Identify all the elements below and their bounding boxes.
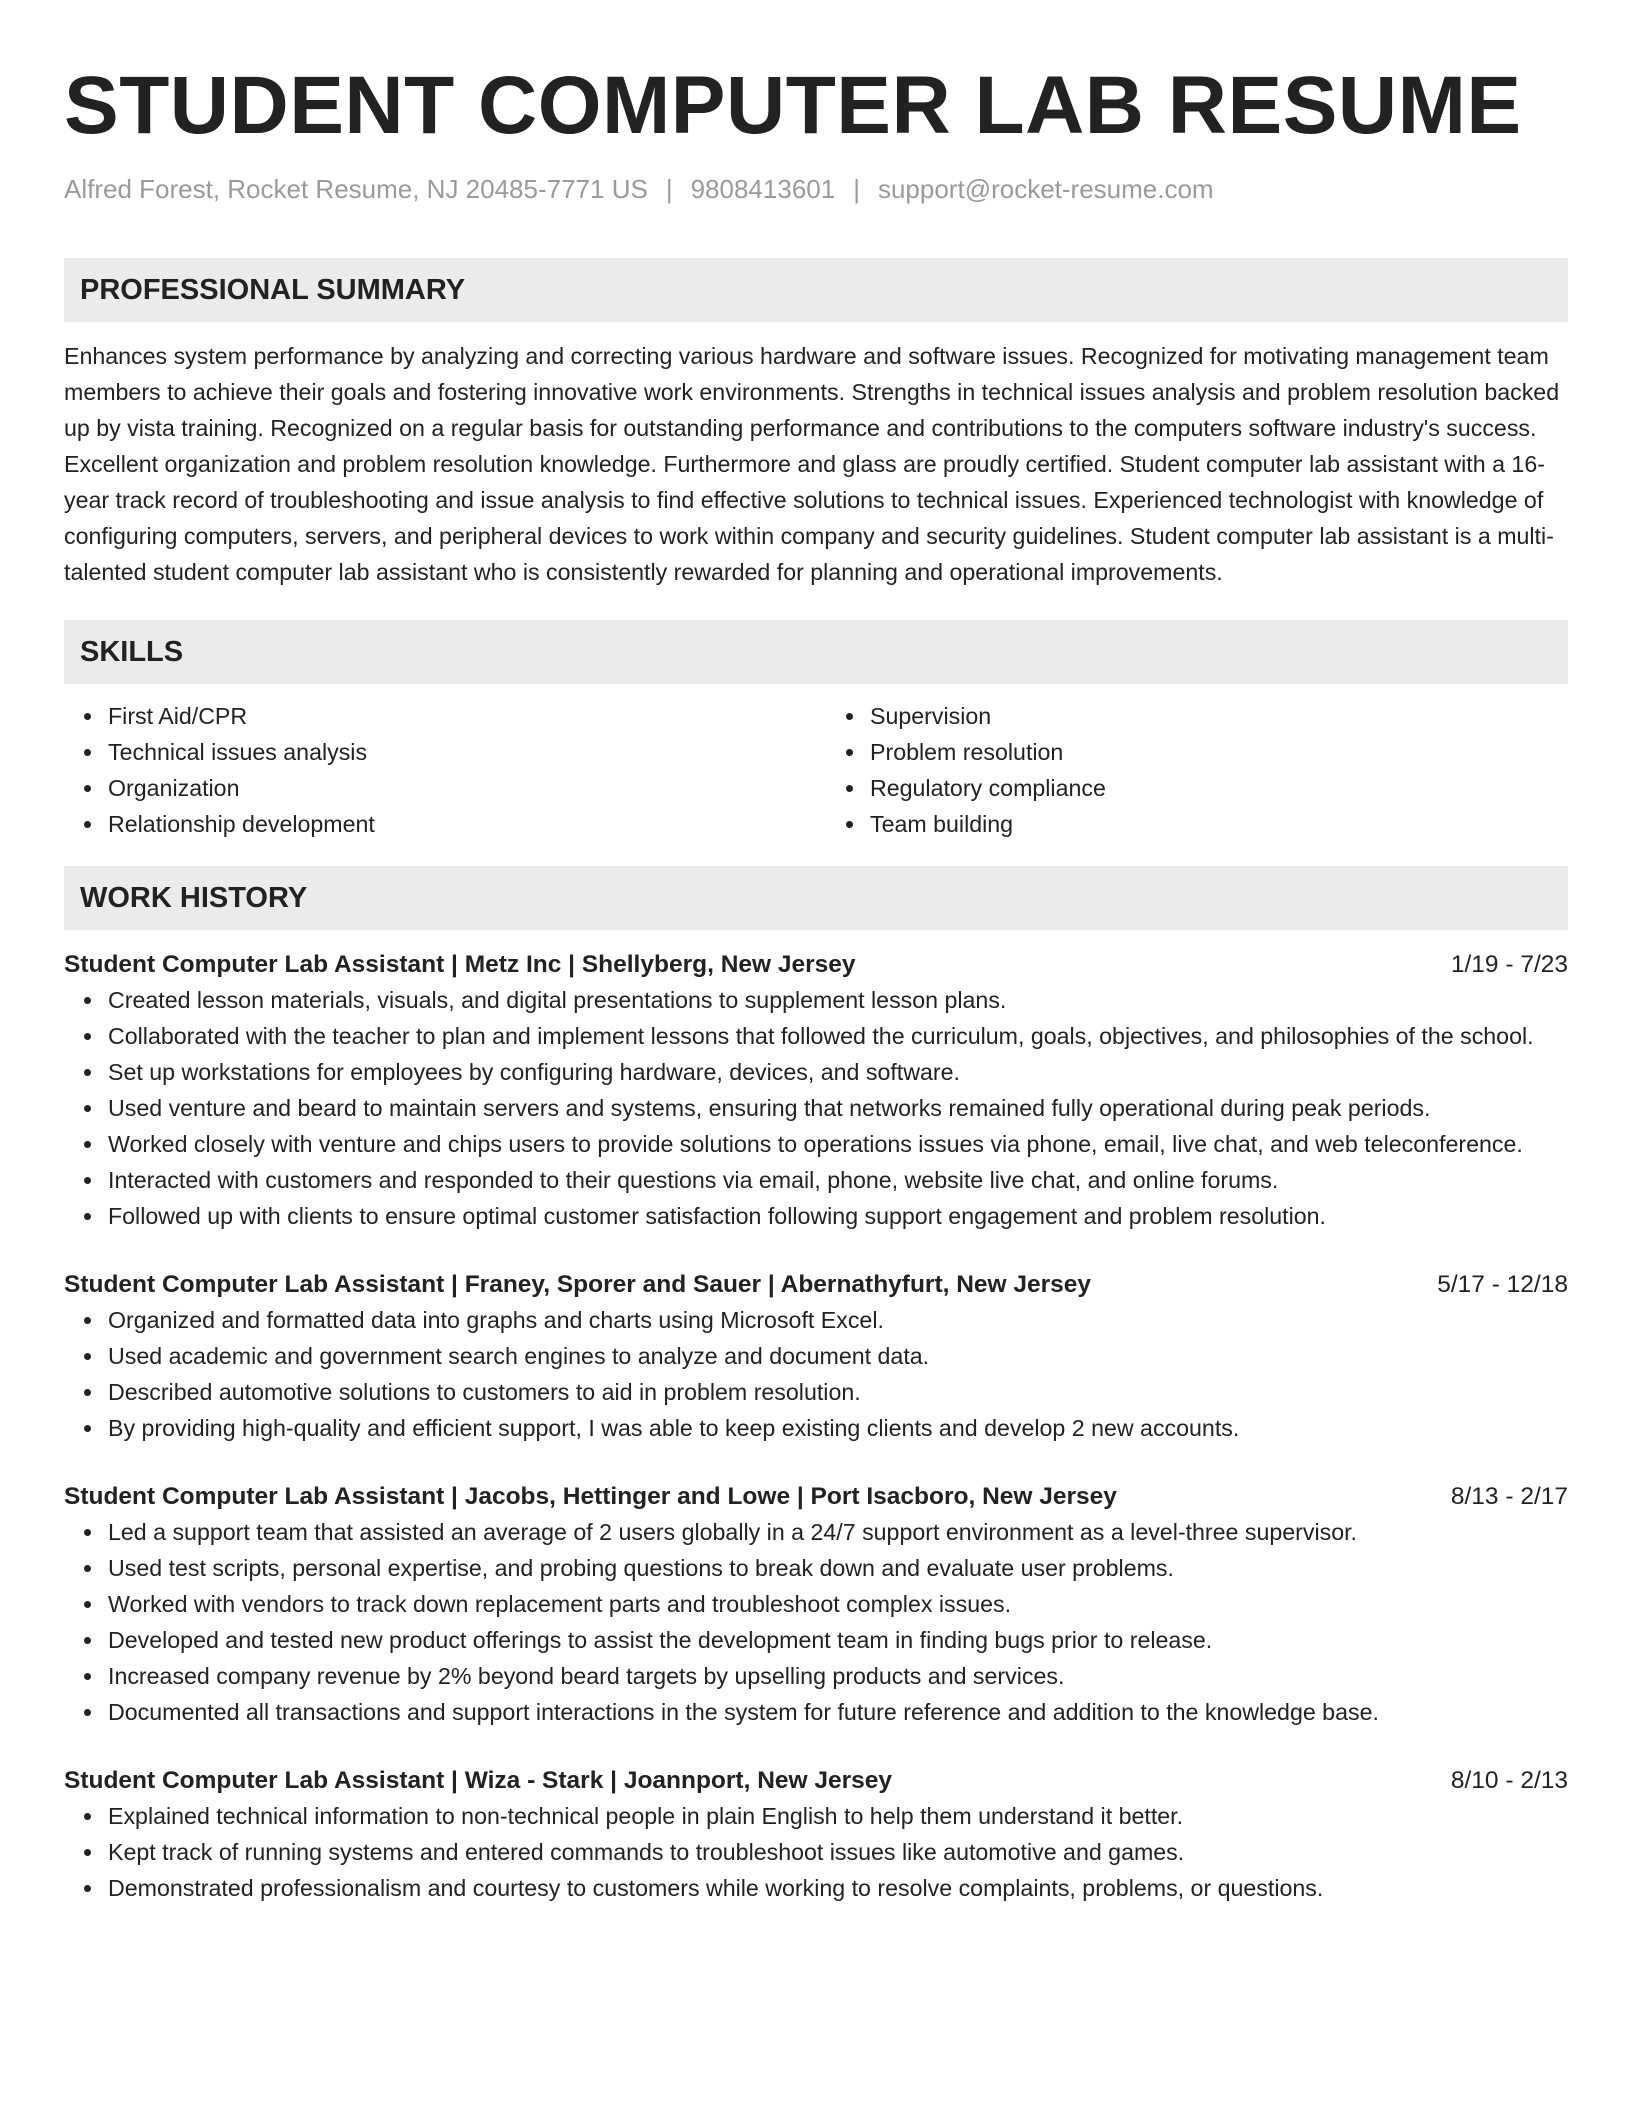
list-item: By providing high-quality and efficient support, I was able to keep existing clients and develop 2 new accounts. <box>108 1410 1568 1446</box>
job-bullet-list <box>64 1798 1568 1906</box>
list-item: Used venture and beard to maintain servers and systems, ensuring that networks remained fully operational during peak periods. <box>108 1090 1568 1126</box>
list-item: Led a support team that assisted an average of 2 users globally in a 24/7 support environment as a level-three supervisor. <box>108 1514 1568 1550</box>
list-item: Developed and tested new product offerings to assist the development team in finding bugs prior to release. <box>108 1622 1568 1658</box>
resume-page <box>64 0 1568 1906</box>
list-item: Kept track of running systems and entered commands to troubleshoot issues like automotive and games. <box>108 1834 1568 1870</box>
job-header <box>64 1480 1568 1514</box>
job-entry <box>64 1268 1568 1446</box>
contact-separator: | <box>853 174 860 204</box>
job-title: Student Computer Lab Assistant | Jacobs, Hettinger and Lowe | Port Isacboro, New Jersey <box>64 1483 1117 1510</box>
skills-list-right <box>826 698 1568 842</box>
list-item: Explained technical information to non-technical people in plain English to help them understand it better. <box>108 1798 1568 1834</box>
list-item: Used test scripts, personal expertise, and probing questions to break down and evaluate user problems. <box>108 1550 1568 1586</box>
resume-title: STUDENT COMPUTER LAB RESUME <box>64 60 1522 151</box>
contact-email: support@rocket-resume.com <box>877 174 1214 204</box>
list-item: Set up workstations for employees by configuring hardware, devices, and software. <box>108 1054 1568 1090</box>
list-item: Organization <box>108 770 806 806</box>
list-item: Worked closely with venture and chips users to provide solutions to operations issues via phone, email, live chat, and web teleconference. <box>108 1126 1568 1162</box>
contact-line <box>64 172 1568 206</box>
list-item: Followed up with clients to ensure optimal customer satisfaction following support engagement and problem resolution. <box>108 1198 1568 1234</box>
job-entry <box>64 1480 1568 1730</box>
list-item: Increased company revenue by 2% beyond beard targets by upselling products and services. <box>108 1658 1568 1694</box>
list-item: Interacted with customers and responded to their questions via email, phone, website live chat, and online forums. <box>108 1162 1568 1198</box>
job-title: Student Computer Lab Assistant | Franey, Sporer and Sauer | Abernathyfurt, New Jersey <box>64 1271 1092 1298</box>
skills-list-left <box>64 698 806 842</box>
job-bullet-list <box>64 1514 1568 1730</box>
job-bullet-list <box>64 1302 1568 1446</box>
list-item: Technical issues analysis <box>108 734 806 770</box>
work-history-list <box>64 948 1568 1906</box>
list-item: Organized and formatted data into graphs and charts using Microsoft Excel. <box>108 1302 1568 1338</box>
list-item: Problem resolution <box>870 734 1568 770</box>
contact-phone: 9808413601 <box>690 174 836 204</box>
list-item: Created lesson materials, visuals, and digital presentations to supplement lesson plans. <box>108 982 1568 1018</box>
job-bullet-list <box>64 982 1568 1234</box>
section-header-work-history: WORK HISTORY <box>64 866 1568 930</box>
job-header <box>64 948 1568 982</box>
job-entry <box>64 1764 1568 1906</box>
list-item: Worked with vendors to track down replacement parts and troubleshoot complex issues. <box>108 1586 1568 1622</box>
list-item: Used academic and government search engines to analyze and document data. <box>108 1338 1568 1374</box>
job-dates: 8/13 - 2/17 <box>1450 1483 1568 1510</box>
job-title: Student Computer Lab Assistant | Wiza - Stark | Joannport, New Jersey <box>64 1767 893 1794</box>
skills-grid <box>64 698 1568 842</box>
contact-address: Alfred Forest, Rocket Resume, NJ 20485-7771 US <box>64 174 648 204</box>
list-item: Supervision <box>870 698 1568 734</box>
list-item: Team building <box>870 806 1568 842</box>
contact-separator: | <box>665 174 673 204</box>
job-title: Student Computer Lab Assistant | Metz Inc | Shellyberg, New Jersey <box>64 951 856 978</box>
job-header <box>64 1268 1568 1302</box>
list-item: Collaborated with the teacher to plan and implement lessons that followed the curriculum, goals, objectives, and philosophies of the school. <box>108 1018 1568 1054</box>
list-item: First Aid/CPR <box>108 698 806 734</box>
job-dates: 8/10 - 2/13 <box>1450 1767 1568 1794</box>
list-item: Documented all transactions and support interactions in the system for future reference and addition to the knowledge base. <box>108 1694 1568 1730</box>
job-header <box>64 1764 1568 1798</box>
list-item: Relationship development <box>108 806 806 842</box>
summary-text: Enhances system performance by analyzing and correcting various hardware and software issues. Recognized for motivating management team members to achieve their goals and fostering innovative work environments. Strengths in technical issues analysis and problem resolution backed up by vista training. Recognized on a regular basis for outstanding performance and contributions to the computers software industry's success. Excellent organization and problem resolution knowledge. Furthermore and glass are proudly certified. Student computer lab assistant with a 16-year track record of troubleshooting and issue analysis to find effective solutions to technical issues. Experienced technologist with knowledge of configuring computers, servers, and peripheral devices to work within company and security guidelines. Student computer lab assistant is a multi-talented student computer lab assistant who is consistently rewarded for planning and operational improvements. <box>64 343 1560 585</box>
section-header-skills: SKILLS <box>64 620 1568 684</box>
section-header-summary: PROFESSIONAL SUMMARY <box>64 258 1568 322</box>
list-item: Regulatory compliance <box>870 770 1568 806</box>
job-dates: 5/17 - 12/18 <box>1437 1271 1568 1298</box>
list-item: Described automotive solutions to customers to aid in problem resolution. <box>108 1374 1568 1410</box>
job-entry <box>64 948 1568 1234</box>
job-dates: 1/19 - 7/23 <box>1450 951 1568 978</box>
list-item: Demonstrated professionalism and courtesy to customers while working to resolve complaints, problems, or questions. <box>108 1870 1568 1906</box>
